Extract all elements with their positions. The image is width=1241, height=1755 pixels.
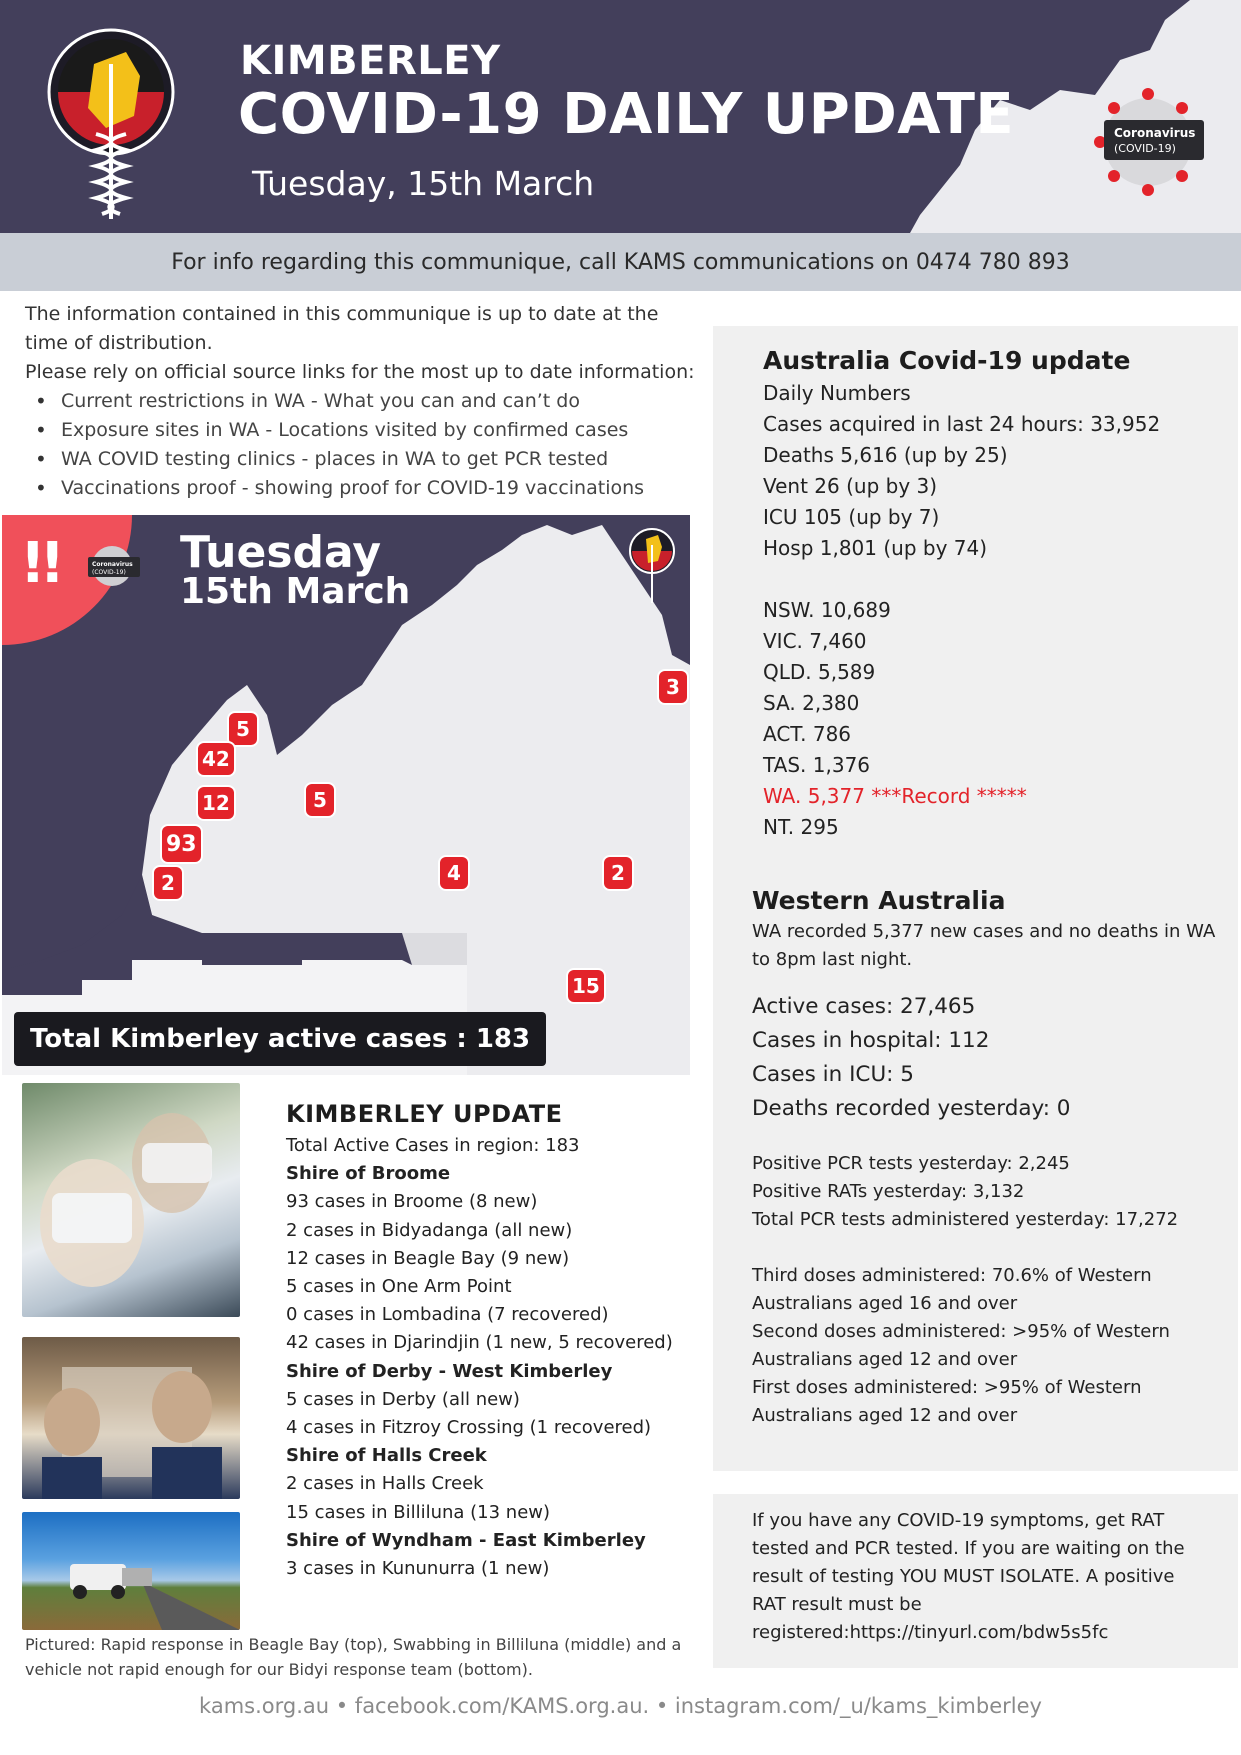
source-link-vaccination-proof[interactable]: • Vaccinations proof - showing proof for COVID-19 vaccinations bbox=[25, 474, 705, 503]
aus-daily-line: Cases acquired in last 24 hours: 33,952 bbox=[763, 412, 1161, 436]
aus-daily-line: ICU 105 (up by 7) bbox=[763, 505, 940, 529]
info-bar: For info regarding this communique, call KAMS communications on 0474 780 893 bbox=[0, 233, 1241, 291]
wa-big-stat: Cases in ICU: 5 bbox=[752, 1062, 914, 1087]
pin-derby: 5 bbox=[306, 784, 334, 816]
wa-big-stat: Cases in hospital: 112 bbox=[752, 1028, 990, 1053]
aus-daily-line: Hosp 1,801 (up by 74) bbox=[763, 536, 988, 560]
shire-heading: Shire of Halls Creek bbox=[286, 1445, 487, 1467]
kimberley-line: Total Active Cases in region: 183 bbox=[286, 1135, 580, 1156]
australia-update bbox=[763, 344, 1223, 843]
kimberley-line: 3 cases in Kununurra (1 new) bbox=[286, 1558, 550, 1580]
map-date-day: Tuesday bbox=[180, 527, 382, 578]
state-cases: SA. 2,380 bbox=[763, 691, 860, 715]
map-kams-logo bbox=[622, 525, 682, 605]
photo-caption: Pictured: Rapid response in Beagle Bay (top), Swabbing in Billiluna (middle) and a vehicle not rapid enough for our Bidyi response team (bottom). bbox=[25, 1635, 682, 1679]
wa-vaccine-stat: Third doses administered: 70.6% of Western Australians aged 16 and over bbox=[752, 1265, 1152, 1314]
state-cases: ACT. 786 bbox=[763, 722, 852, 746]
symptom-advice-box bbox=[713, 1494, 1238, 1668]
australia-panel bbox=[713, 326, 1238, 1471]
pin-beagle-bay: 12 bbox=[198, 787, 234, 819]
map-badge-line2: (COVID-19) bbox=[92, 569, 126, 576]
virus-icon bbox=[1090, 86, 1210, 196]
wa-test-stat: Positive RATs yesterday: 3,132 bbox=[752, 1181, 1025, 1202]
wa-vaccine-stat: First doses administered: >95% of Western Australians aged 12 and over bbox=[752, 1377, 1142, 1426]
pin-fitzroy-crossing: 4 bbox=[440, 857, 468, 889]
wa-title: Western Australia bbox=[752, 886, 1006, 915]
alert-exclamation: !! bbox=[20, 531, 60, 596]
kimberley-line: 15 cases in Billiluna (13 new) bbox=[286, 1501, 551, 1523]
kimberley-line: 0 cases in Lombadina (7 recovered) bbox=[286, 1304, 609, 1326]
state-cases: NSW. 10,689 bbox=[763, 598, 891, 622]
wa-big-stat: Deaths recorded yesterday: 0 bbox=[752, 1096, 1071, 1121]
pin-bidyadanga: 2 bbox=[154, 867, 182, 899]
shire-heading: Shire of Broome bbox=[286, 1163, 451, 1185]
wa-test-stat: Total PCR tests administered yesterday: 17,272 bbox=[752, 1209, 1179, 1230]
pin-broome: 93 bbox=[162, 826, 201, 862]
intro-line2: Please rely on official source links for the most up to date information: bbox=[25, 361, 695, 383]
header-banner bbox=[0, 0, 1241, 233]
photo-vehicle bbox=[22, 1512, 240, 1630]
pin-billiluna: 15 bbox=[568, 970, 604, 1002]
intro-section bbox=[25, 300, 705, 503]
symptom-advice-text: If you have any COVID-19 symptoms, get RAT tested and PCR tested. If you are waiting on the result of testing YOU MUST ISOLATE. A positive RAT result must be registered:https://tinyurl.com/bdw5s5fc bbox=[752, 1510, 1185, 1643]
pin-djarindjin-area: 5 bbox=[229, 713, 257, 745]
photo-vehicle-figure bbox=[22, 1512, 240, 1630]
shire-heading: Shire of Derby - West Kimberley bbox=[286, 1360, 613, 1382]
kimberley-update bbox=[286, 1098, 696, 1583]
map-badge-line1: Coronavirus bbox=[92, 561, 133, 568]
aus-daily-line: Deaths 5,616 (up by 25) bbox=[763, 443, 1008, 467]
kimberley-line: 5 cases in Derby (all new) bbox=[286, 1388, 520, 1410]
total-active-cases-banner: Total Kimberley active cases : 183 bbox=[14, 1012, 546, 1066]
pin-halls-creek: 2 bbox=[604, 857, 632, 889]
title-covid-update: COVID-19 DAILY UPDATE bbox=[238, 82, 1015, 147]
wa-summary: WA recorded 5,377 new cases and no deaths in WA to 8pm last night. bbox=[752, 921, 1216, 970]
pin-djarindjin: 42 bbox=[198, 743, 234, 775]
coronavirus-badge bbox=[1090, 86, 1210, 196]
intro-line1: The information contained in this communique is up to date at the time of distribution. bbox=[25, 303, 659, 354]
shire-heading: Shire of Wyndham - East Kimberley bbox=[286, 1529, 646, 1551]
state-cases: QLD. 5,589 bbox=[763, 660, 876, 684]
kimberley-line: 5 cases in One Arm Point bbox=[286, 1276, 512, 1298]
badge-line2: (COVID-19) bbox=[1114, 142, 1176, 155]
wa-big-stat: Active cases: 27,465 bbox=[752, 994, 976, 1019]
source-link-restrictions[interactable]: • Current restrictions in WA - What you can and can’t do bbox=[25, 387, 705, 416]
photo-beagle-bay-figure bbox=[22, 1083, 240, 1317]
aus-daily-line: Daily Numbers bbox=[763, 381, 911, 405]
kimberley-line: 12 cases in Beagle Bay (9 new) bbox=[286, 1247, 570, 1269]
header-date: Tuesday, 15th March bbox=[252, 164, 595, 203]
state-cases: TAS. 1,376 bbox=[763, 753, 871, 777]
state-cases-wa-record: WA. 5,377 ***Record ***** bbox=[763, 784, 1027, 808]
state-cases: VIC. 7,460 bbox=[763, 629, 867, 653]
kimberley-line: 2 cases in Bidyadanga (all new) bbox=[286, 1219, 573, 1241]
kams-logo bbox=[36, 24, 186, 224]
kimberley-line: 93 cases in Broome (8 new) bbox=[286, 1191, 538, 1213]
western-australia-section bbox=[752, 884, 1222, 1430]
wa-vaccine-stat: Second doses administered: >95% of Western Australians aged 12 and over bbox=[752, 1321, 1170, 1370]
footer-links[interactable]: kams.org.au • facebook.com/KAMS.org.au. • instagram.com/_u/kams_kimberley bbox=[199, 1694, 1042, 1718]
map-virus-badge-icon bbox=[84, 541, 144, 591]
source-links-list bbox=[25, 387, 705, 503]
kimberley-line: 2 cases in Halls Creek bbox=[286, 1473, 484, 1495]
title-kimberley: KIMBERLEY bbox=[240, 38, 501, 84]
source-link-testing-clinics[interactable]: • WA COVID testing clinics - places in WA to get PCR tested bbox=[25, 445, 705, 474]
pin-kununurra: 3 bbox=[659, 671, 687, 703]
kimberley-map bbox=[2, 515, 690, 1075]
aus-daily-line: Vent 26 (up by 3) bbox=[763, 474, 938, 498]
kimberley-update-title: KIMBERLEY UPDATE bbox=[286, 1100, 563, 1128]
wa-test-stat: Positive PCR tests yesterday: 2,245 bbox=[752, 1153, 1070, 1174]
photo-beagle-bay bbox=[22, 1083, 240, 1317]
badge-line1: Coronavirus bbox=[1114, 126, 1196, 140]
photo-billiluna bbox=[22, 1337, 240, 1499]
kimberley-line: 4 cases in Fitzroy Crossing (1 recovered) bbox=[286, 1417, 652, 1439]
state-cases: NT. 295 bbox=[763, 815, 839, 839]
kimberley-line: 42 cases in Djarindjin (1 new, 5 recovered) bbox=[286, 1332, 673, 1354]
photo-billiluna-figure bbox=[22, 1337, 240, 1499]
australia-update-title: Australia Covid-19 update bbox=[763, 346, 1131, 375]
map-date-month: 15th March bbox=[180, 571, 411, 612]
source-link-exposure-sites[interactable]: • Exposure sites in WA - Locations visited by confirmed cases bbox=[25, 416, 705, 445]
